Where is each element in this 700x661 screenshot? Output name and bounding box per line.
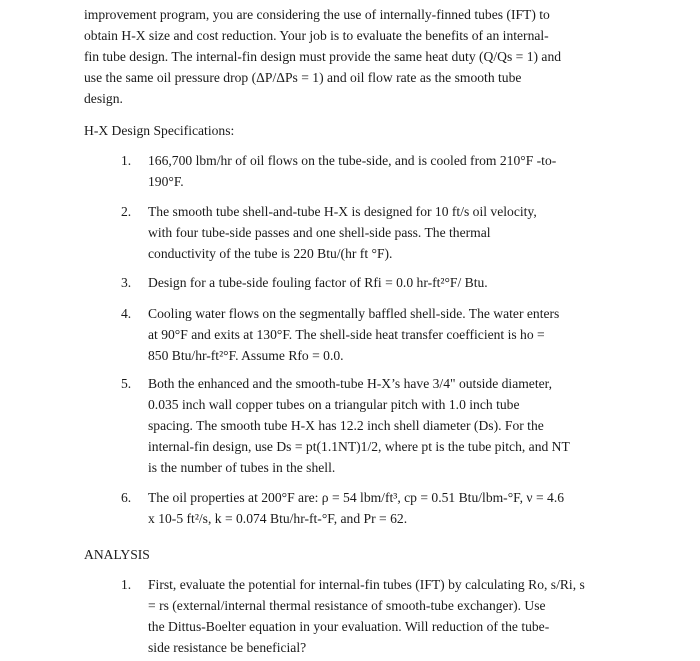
item-line: internal-fin design, use Ds = pt(1.1NT)1/2, where pt is the tube pitch, and NT [148, 439, 570, 454]
spec-item-1 [121, 150, 591, 192]
item-line: Cooling water flows on the segmentally baffled shell-side. The water enters [148, 306, 560, 321]
spec-heading: H-X Design Specifications: [84, 123, 235, 138]
item-line: First, evaluate the potential for internal-fin tubes (IFT) by calculating Ro, s/Ri, s [148, 577, 585, 592]
item-number: 6. [121, 490, 132, 505]
intro-line: fin tube design. The internal-fin design must provide the same heat duty (Q/Qs = 1) and [84, 49, 562, 64]
item-number: 3. [121, 275, 132, 290]
item-line: 850 Btu/hr-ft²°F. Assume Rfo = 0.0. [148, 348, 344, 363]
item-number: 1. [121, 577, 132, 592]
item-line: 190°F. [148, 174, 184, 189]
item-line: side resistance be beneficial? [148, 640, 307, 655]
item-number: 4. [121, 306, 132, 321]
item-line: Design for a tube-side fouling factor of Rfi = 0.0 hr-ft²°F/ Btu. [148, 275, 488, 290]
item-line: = rs (external/internal thermal resistance of smooth-tube exchanger). Use [148, 598, 546, 613]
item-line: with four tube-side passes and one shell-side pass. The thermal [148, 225, 491, 240]
spec-item-3 [121, 272, 591, 293]
item-line: conductivity of the tube is 220 Btu/(hr ft °F). [148, 246, 393, 261]
item-line: at 90°F and exits at 130°F. The shell-side heat transfer coefficient is ho = [148, 327, 545, 342]
item-line: spacing. The smooth tube H-X has 12.2 inch shell diameter (Ds). For the [148, 418, 544, 433]
intro-line: obtain H-X size and cost reduction. Your job is to evaluate the benefits of an internal- [84, 28, 549, 43]
item-line: 166,700 lbm/hr of oil flows on the tube-side, and is cooled from 210°F -to- [148, 153, 557, 168]
item-line: The oil properties at 200°F are: ρ = 54 lbm/ft³, cp = 0.51 Btu/lbm-°F, ν = 4.6 [148, 490, 565, 505]
item-number: 2. [121, 204, 132, 219]
item-line: x 10-5 ft²/s, k = 0.074 Btu/hr-ft-°F, and Pr = 62. [148, 511, 408, 526]
item-line: the Dittus-Boelter equation in your evaluation. Will reduction of the tube- [148, 619, 550, 634]
analysis-heading: ANALYSIS [84, 547, 150, 562]
item-line: Both the enhanced and the smooth-tube H-X’s have 3/4" outside diameter, [148, 376, 553, 391]
intro-line: use the same oil pressure drop (ΔP/ΔPs = 1) and oil flow rate as the smooth tube [84, 70, 522, 85]
item-line: is the number of tubes in the shell. [148, 460, 336, 475]
spec-item-2 [121, 201, 591, 264]
item-number: 1. [121, 153, 132, 168]
spec-item-4 [121, 303, 591, 366]
intro-line: improvement program, you are considering the use of internally-finned tubes (IFT) to [84, 7, 550, 22]
item-line: The smooth tube shell-and-tube H-X is designed for 10 ft/s oil velocity, [148, 204, 537, 219]
spec-item-5 [121, 373, 591, 478]
intro-paragraph [84, 4, 584, 109]
spec-item-6 [121, 487, 591, 529]
intro-line: design. [84, 91, 123, 106]
item-line: 0.035 inch wall copper tubes on a triangular pitch with 1.0 inch tube [148, 397, 520, 412]
item-number: 5. [121, 376, 132, 391]
analysis-item-1 [121, 574, 591, 658]
